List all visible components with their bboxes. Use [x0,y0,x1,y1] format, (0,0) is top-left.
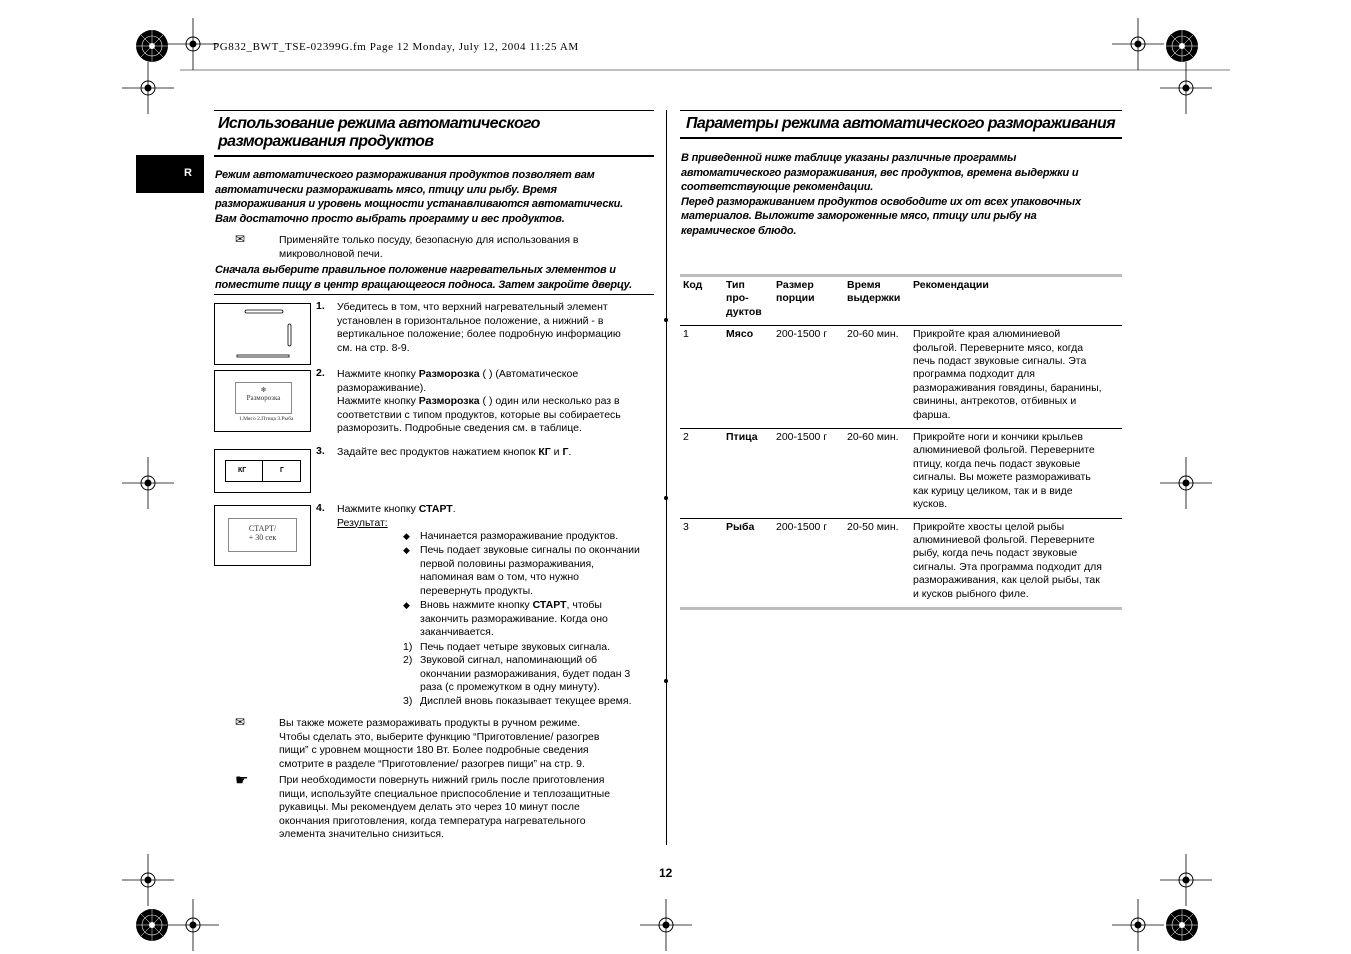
binding-dot [664,679,668,683]
crosshair-icon [1112,18,1164,70]
header-size: Размер порции [776,279,815,305]
numbered-marker: 1) [403,641,413,653]
crosshair-icon [1160,457,1212,509]
result-label: Результат: [337,516,388,529]
step-3-text: Задайте вес продуктов нажатием кнопок КГ и Г. [337,446,572,458]
title-rule-bottom-right [680,137,1122,139]
intro-text-right: В приведенной ниже таблице указаны различные программы автоматического размораживания, вес продуктов, времена выдержки и соответствующие рекомендации. Перед размораживанием продуктов освободите их от всех упаковочных материалов. Выложите замороженные мясо, птицу или рыбу на керамическое блюдо. [681,152,1081,237]
start-button-illustration: СТАРТ/ + 30 сек [214,505,311,566]
bullet-icon: ◆ [403,545,410,555]
step-1-text: Убедитесь в том, что верхний нагревательный элемент установлен в горизонтальное положение, а нижний - в вертикальное положение; более подробную информацию см. на стр. 8-9. [337,301,621,354]
crosshair-icon [122,854,174,906]
page-title-right: Параметры режима автоматического размораживания [686,115,1116,132]
bullet-icon: ◆ [403,600,410,610]
intro-text-left: Режим автоматического размораживания продуктов позволяет вам автоматически размораживать мясо, птицу или рыбу. Время размораживания и уровень мощности устанавливаются автоматически. Вам достаточно просто выбрать программу и вес продуктов. [215,169,623,225]
title-rule-top [214,110,654,111]
result-item: Вновь нажмите кнопку СТАРТ, чтобы закончить размораживание. Когда оно заканчивается. [420,599,608,639]
defrost-parameters-table [680,274,1122,610]
heating-element-icon [215,304,310,364]
numbered-marker: 3) [403,695,413,707]
step-2-text: Нажмите кнопку Разморозка ( ) (Автоматическое размораживание). Нажмите кнопку Разморозка ( ) один или несколько раз в соответствии с типом продуктов, которые вы собираетесь разморозить. Подробные сведения см. в таблице. [337,368,621,435]
table-row: 2 Птица 200-1500 г 20-60 мин. Прикройте ноги и кончики крыльев алюминиевой фольгой. Переверните птицу, когда печь подаст звуковые сигналы. Вы можете размораживать как курицу целиком, так и в виде кусков. [680,429,1122,518]
binding-dot [664,496,668,500]
step-4-text: Нажмите кнопку СТАРТ. Результат: [337,503,456,529]
heating-element-illustration [214,303,311,365]
header-code: Код [683,279,703,291]
note-icon: ✉ [235,232,246,246]
result-item: Начинается размораживание продуктов. [420,530,619,542]
registration-star-icon [1166,30,1198,62]
snowflake-icon: ❄ [260,386,267,394]
table-row: 3 Рыба 200-1500 г 20-50 мин. Прикройте хвосты целой рыбы алюминиевой фольгой. Переверните рыбу, когда печь подаст звуковые сигналы. Эта программа подходит для размораживания, как целой рыбы, так и кусков рыбного филе. [680,518,1122,608]
table-header-row [680,276,1122,326]
title-rule-bottom [214,155,654,157]
column-divider [666,110,667,845]
step-1-number: 1. [316,300,325,312]
registration-star-icon [136,30,168,62]
crosshair-icon [122,457,174,509]
result-item: Печь подает звуковые сигналы по окончании первой половины размораживания, напоминая вам о том, что нужно перевернуть продукты. [420,544,640,597]
numbered-item: Печь подает четыре звуковых сигнала. [420,641,611,653]
numbered-item: Звуковой сигнал, напоминающий об окончании размораживания, будет подан 3 раза (с промежутком в одну минуту). [420,654,631,694]
page-number: 12 [659,866,673,880]
crosshair-icon [1160,854,1212,906]
header-recommendations: Рекомендации [913,279,989,291]
bullet-icon: ◆ [403,531,410,541]
header-type: Тип про- дуктов [726,279,762,318]
registration-star-icon [136,909,168,941]
pointing-hand-icon: ☛ [235,772,249,789]
section-rule [214,294,654,295]
crosshair-icon [1112,899,1164,951]
step-2-number: 2. [316,367,325,379]
numbered-item: Дисплей вновь показывает текущее время. [420,695,632,707]
title-rule-top-right [680,110,1122,111]
weight-buttons-illustration: КГ Г [214,449,311,493]
note-dishware: Применяйте только посуду, безопасную для использования в микроволновой печи. [279,234,579,260]
crosshair-icon [122,62,174,114]
table-row: 1 Мясо 200-1500 г 20-60 мин. Прикройте края алюминиевой фольгой. Переверните мясо, когда печь подаст звуковые сигналы. Эта программа подходит для размораживания говядины, баранины, свинины, антрекотов, отбивных и фарша. [680,326,1122,429]
numbered-marker: 2) [403,654,413,666]
instruction-text: Сначала выберите правильное положение нагревательных элементов и поместите пищу в центр вращающегося подноса. Затем закройте дверцу. [215,264,633,291]
crosshair-icon [640,899,692,951]
note-icon: ✉ [235,715,246,729]
note-manual-defrost: Вы также можете размораживать продукты в ручном режиме. Чтобы сделать это, выберите функцию “Приготовление/ разогрев пищи” с уровнем мощности 180 Вт. Более подробные сведения смотрите в разделе “Приготовление/ разогрев пищи” на стр. 9. [279,717,600,770]
registration-star-icon [1166,909,1198,941]
language-tab: R [136,155,204,193]
crosshair-icon [167,18,219,70]
note-grill: При необходимости повернуть нижний гриль после приготовления пищи, используйте специальное приспособление и теплозащитные рукавицы. Мы рекомендуем делать это через 10 минут после окончания приготовления, когда температура нагревательного элемента значительно снизиться. [279,774,611,841]
page-title-left: Использование режима автоматического размораживания продуктов [218,115,540,150]
step-3-number: 3. [316,445,325,457]
crosshair-icon [167,899,219,951]
file-header: PG832_BWT_TSE-02399G.fm Page 12 Monday, July 12, 2004 11:25 AM [213,41,579,53]
step-4-number: 4. [316,502,325,514]
header-time: Время выдержки [847,279,901,305]
binding-dot [664,318,668,322]
defrost-button-illustration: ❄ Разморозка 1.Мясо 2.Птица 3.Рыба [214,370,311,432]
defrost-program-list: 1.Мясо 2.Птица 3.Рыба [239,416,294,422]
